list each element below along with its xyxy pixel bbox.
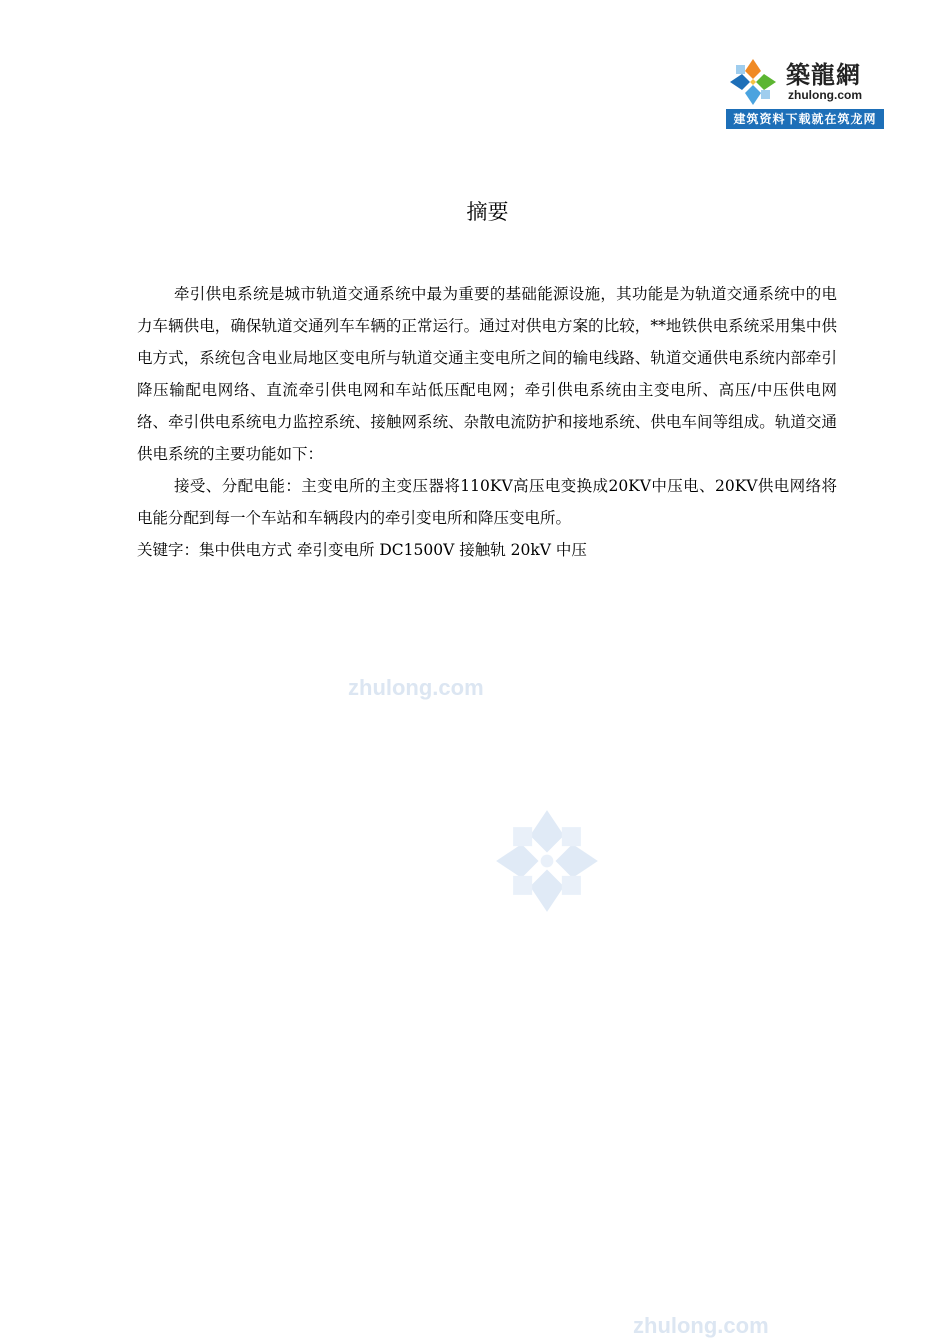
logo-slogan-banner: 建筑资料下载就在筑龙网 [726,109,884,129]
abstract-paragraph-2: 接受、分配电能：主变电所的主变压器将110KV高压电变换成20KV中压电、20KV供电网络将电能分配到每一个车站和车辆段内的牵引变电所和降压变电所。 [137,477,837,527]
keywords-text: 集中供电方式 牵引变电所 DC1500V 接触轨 20kV 中压 [199,541,587,559]
abstract-paragraph-1: 牵引供电系统是城市轨道交通系统中最为重要的基础能源设施，其功能是为轨道交通系统中的电力车辆供电，确保轨道交通列车车辆的正常运行。通过对供电方案的比较，**地铁供电系统采用集中供电方式，系统包含电业局地区变电所与轨道交通主变电所之间的输电线路、轨道交通供电系统内部牵引降压输配电网络、直流牵引供电网和车站低压配电网；牵引供电系统由主变电所、高压/中压供电网络、牵引供电系统电力监控系统、接触网系统、杂散电流防护和接地系统、供电车间等组成。轨道交通供电系统的主要功能如下： [137,285,837,463]
zhulong-pinwheel-icon [728,57,778,107]
keywords-line [137,534,837,566]
logo-chinese-name: 築龍網 [786,61,861,89]
logo-url: zhulong.com [788,88,862,102]
watermark-pinwheel-icon [494,808,600,914]
keywords-label: 关键字： [137,541,200,559]
abstract-body [137,278,837,566]
watermark-text-bottom: zhulong.com [633,1313,769,1338]
abstract-title: 摘要 [466,200,509,224]
watermark-text: zhulong.com [348,675,484,700]
zhulong-logo [726,53,884,129]
